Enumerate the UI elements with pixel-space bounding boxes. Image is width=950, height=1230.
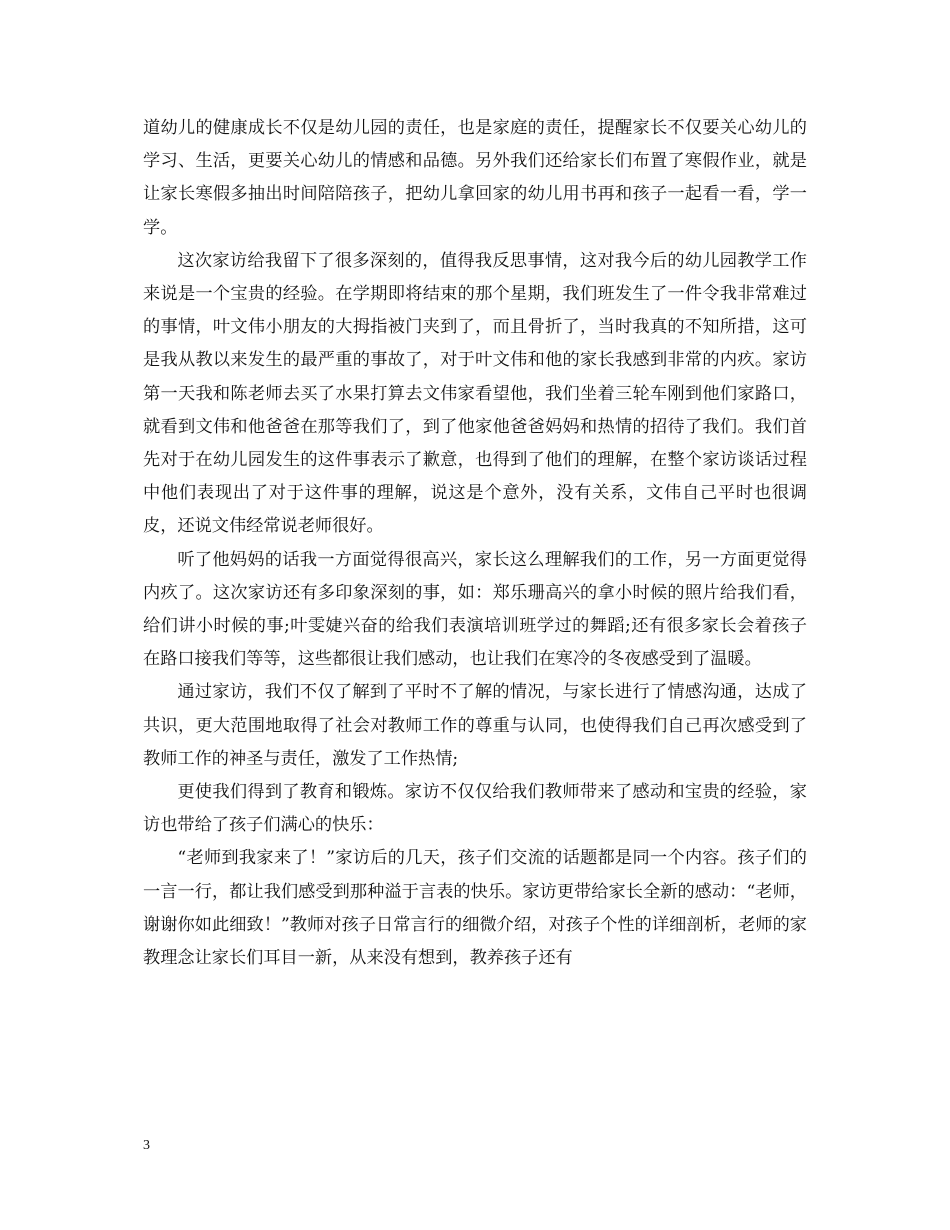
paragraph-4: 通过家访，我们不仅了解到了平时不了解的情况，与家长进行了情感沟通，达成了共识，更大范围地取得了社会对教师工作的尊重与认同，也使得我们自己再次感受到了教师工作的神圣与责任，激发了工作热情; xyxy=(143,682,807,769)
body-text xyxy=(143,112,807,975)
paragraph-6: “老师到我家来了！”家访后的几天，孩子们交流的话题都是同一个内容。孩子们的一言一行，都让我们感受到那种溢于言表的快乐。家访更带给家长全新的感动：“老师，谢谢你如此细致！”教师对孩子日常言行的细微介绍，对孩子个性的详细剖析，老师的家教理念让家长们耳目一新，从来没有想到，教养孩子还有 xyxy=(143,848,807,969)
paragraph-1: 道幼儿的健康成长不仅是幼儿园的责任，也是家庭的责任，提醒家长不仅要关心幼儿的学习、生活，更要关心幼儿的情感和品德。另外我们还给家长们布置了寒假作业，就是让家长寒假多抽出时间陪陪孩子，把幼儿拿回家的幼儿用书再和孩子一起看一看，学一学。 xyxy=(143,118,807,238)
paragraph-5: 更使我们得到了教育和锻炼。家访不仅仅给我们教师带来了感动和宝贵的经验，家访也带给了孩子们满心的快乐： xyxy=(143,782,807,836)
page-number: 3 xyxy=(143,1138,150,1153)
paragraph-3: 听了他妈妈的话我一方面觉得很高兴，家长这么理解我们的工作，另一方面更觉得内疚了。这次家访还有多印象深刻的事，如：郑乐珊高兴的拿小时候的照片给我们看，给们讲小时候的事;叶雯婕兴奋的给我们表演培训班学过的舞蹈;还有很多家长会着孩子在路口接我们等等，这些都很让我们感动，也让我们在寒冷的冬夜感受到了温暖。 xyxy=(143,549,807,670)
paragraph-2: 这次家访给我留下了很多深刻的，值得我反思事情，这对我今后的幼儿园教学工作来说是一个宝贵的经验。在学期即将结束的那个星期，我们班发生了一件令我非常难过的事情，叶文伟小朋友的大拇指被门夹到了，而且骨折了，当时我真的不知所措，这可是我从教以来发生的最严重的事故了，对于叶文伟和他的家长我感到非常的内疚。家访第一天我和陈老师去买了水果打算去文伟家看望他，我们坐着三轮车刚到他们家路口，就看到文伟和他爸爸在那等我们了，到了他家他爸爸妈妈和热情的招待了我们。我们首先对于在幼儿园发生的这件事表示了歉意，也得到了他们的理解，在整个家访谈话过程中他们表现出了对于这件事的理解，说这是个意外，没有关系，文伟自己平时也很调皮，还说文伟经常说老师很好。 xyxy=(143,250,807,537)
